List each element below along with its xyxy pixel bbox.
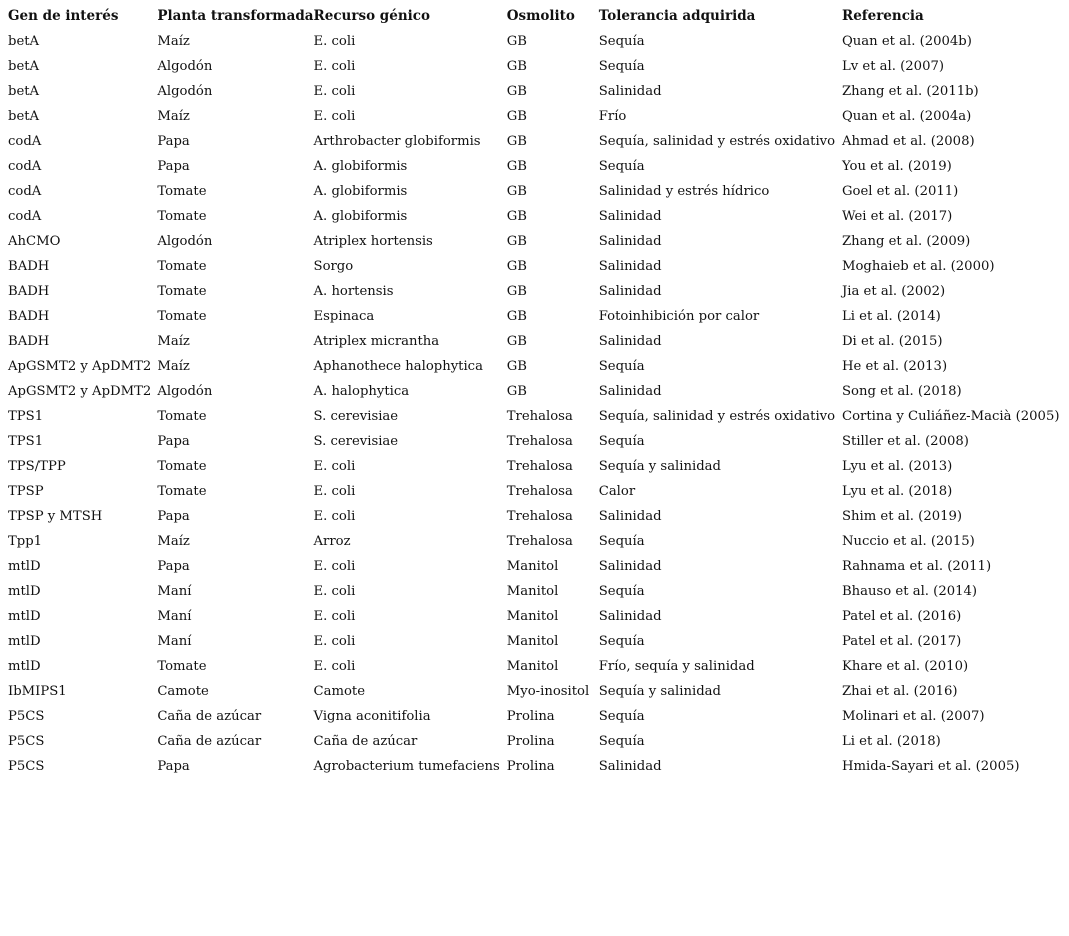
cell-gene: TPS1 bbox=[8, 409, 44, 424]
cell-reference: Lyu et al. (2018) bbox=[841, 484, 953, 499]
cell-plant: Tomate bbox=[157, 484, 207, 499]
cell-plant: Maíz bbox=[157, 359, 190, 374]
cell-osmolyte: Trehalosa bbox=[506, 534, 573, 549]
cell-osmolyte: GB bbox=[506, 309, 527, 324]
cell-osmolyte: GB bbox=[506, 209, 527, 224]
cell-tolerance: Sequía bbox=[598, 359, 645, 374]
cell-tolerance: Salinidad bbox=[598, 209, 662, 224]
cell-osmolyte: Myo-inositol bbox=[506, 684, 590, 699]
table-header bbox=[8, 4, 1069, 29]
cell-tolerance: Salinidad y estrés hídrico bbox=[598, 184, 770, 199]
cell-gene: TPSP y MTSH bbox=[8, 509, 103, 524]
cell-plant: Algodón bbox=[157, 234, 213, 249]
table-row bbox=[8, 54, 1069, 79]
cell-plant: Tomate bbox=[157, 459, 207, 474]
cell-resource: Arroz bbox=[313, 534, 351, 549]
cell-osmolyte: GB bbox=[506, 384, 527, 399]
cell-reference: Rahnama et al. (2011) bbox=[841, 559, 992, 574]
table-row bbox=[8, 154, 1069, 179]
cell-resource: E. coli bbox=[313, 559, 356, 574]
cell-resource: A. globiformis bbox=[313, 159, 408, 174]
cell-resource: A. globiformis bbox=[313, 209, 408, 224]
cell-tolerance: Sequía bbox=[598, 434, 645, 449]
cell-gene: BADH bbox=[8, 284, 50, 299]
cell-gene: P5CS bbox=[8, 709, 45, 724]
cell-resource: E. coli bbox=[313, 84, 356, 99]
cell-tolerance: Salinidad bbox=[598, 284, 662, 299]
header-gene: Gen de interés bbox=[8, 8, 119, 24]
table-row bbox=[8, 104, 1069, 129]
cell-reference: Patel et al. (2016) bbox=[841, 609, 962, 624]
cell-gene: TPS1 bbox=[8, 434, 44, 449]
cell-plant: Tomate bbox=[157, 209, 207, 224]
cell-gene: betA bbox=[8, 84, 40, 99]
cell-reference: Ahmad et al. (2008) bbox=[841, 134, 975, 149]
cell-tolerance: Sequía bbox=[598, 634, 645, 649]
cell-gene: AhCMO bbox=[8, 234, 61, 249]
cell-resource: Sorgo bbox=[313, 259, 354, 274]
cell-reference: Hmida-Sayari et al. (2005) bbox=[841, 759, 1020, 774]
cell-tolerance: Sequía bbox=[598, 159, 645, 174]
cell-reference: Lv et al. (2007) bbox=[841, 59, 944, 74]
cell-reference: Zhang et al. (2011b) bbox=[841, 84, 979, 99]
cell-plant: Maíz bbox=[157, 534, 190, 549]
table-row bbox=[8, 754, 1069, 779]
cell-reference: Li et al. (2018) bbox=[841, 734, 941, 749]
cell-osmolyte: Manitol bbox=[506, 559, 559, 574]
table-row bbox=[8, 179, 1069, 204]
table-row bbox=[8, 554, 1069, 579]
cell-plant: Camote bbox=[157, 684, 209, 699]
cell-osmolyte: Manitol bbox=[506, 659, 559, 674]
cell-resource: A. halophytica bbox=[313, 384, 410, 399]
table-row bbox=[8, 29, 1069, 54]
cell-tolerance: Salinidad bbox=[598, 259, 662, 274]
cell-resource: S. cerevisiae bbox=[313, 409, 399, 424]
cell-tolerance: Fotoinhibición por calor bbox=[598, 309, 760, 324]
cell-resource: E. coli bbox=[313, 59, 356, 74]
cell-gene: mtlD bbox=[8, 584, 41, 599]
cell-tolerance: Salinidad bbox=[598, 759, 662, 774]
table-row bbox=[8, 429, 1069, 454]
cell-osmolyte: GB bbox=[506, 334, 527, 349]
table-body bbox=[8, 29, 1069, 779]
cell-gene: mtlD bbox=[8, 559, 41, 574]
table-row bbox=[8, 229, 1069, 254]
cell-reference: Zhang et al. (2009) bbox=[841, 234, 971, 249]
cell-plant: Papa bbox=[157, 134, 190, 149]
cell-plant: Tomate bbox=[157, 259, 207, 274]
cell-resource: E. coli bbox=[313, 459, 356, 474]
header-row bbox=[8, 4, 1069, 29]
cell-gene: codA bbox=[8, 209, 42, 224]
table-row bbox=[8, 704, 1069, 729]
cell-resource: Camote bbox=[313, 684, 366, 699]
cell-reference: Wei et al. (2017) bbox=[841, 209, 953, 224]
cell-plant: Algodón bbox=[157, 384, 213, 399]
cell-plant: Caña de azúcar bbox=[157, 734, 262, 749]
cell-osmolyte: Prolina bbox=[506, 734, 555, 749]
cell-tolerance: Sequía bbox=[598, 709, 645, 724]
cell-resource: S. cerevisiae bbox=[313, 434, 399, 449]
cell-reference: He et al. (2013) bbox=[841, 359, 948, 374]
cell-gene: codA bbox=[8, 184, 42, 199]
table-row bbox=[8, 579, 1069, 604]
cell-gene: Tpp1 bbox=[8, 534, 43, 549]
cell-osmolyte: GB bbox=[506, 159, 527, 174]
table-row bbox=[8, 479, 1069, 504]
cell-reference: Cortina y Culiáñez-Macià (2005) bbox=[841, 409, 1060, 424]
cell-plant: Maní bbox=[157, 634, 192, 649]
transgenic-osmolyte-table bbox=[8, 4, 1069, 779]
cell-tolerance: Sequía bbox=[598, 534, 645, 549]
cell-reference: Goel et al. (2011) bbox=[841, 184, 959, 199]
cell-osmolyte: GB bbox=[506, 34, 527, 49]
cell-gene: BADH bbox=[8, 334, 50, 349]
cell-osmolyte: Manitol bbox=[506, 634, 559, 649]
header-osmolyte: Osmolito bbox=[506, 8, 575, 24]
cell-resource: E. coli bbox=[313, 34, 356, 49]
cell-gene: ApGSMT2 y ApDMT2 bbox=[8, 359, 152, 374]
cell-osmolyte: GB bbox=[506, 59, 527, 74]
cell-osmolyte: Prolina bbox=[506, 759, 555, 774]
cell-resource: A. hortensis bbox=[313, 284, 394, 299]
cell-gene: mtlD bbox=[8, 659, 41, 674]
cell-reference: Lyu et al. (2013) bbox=[841, 459, 953, 474]
cell-plant: Papa bbox=[157, 759, 190, 774]
cell-plant: Maíz bbox=[157, 109, 190, 124]
cell-plant: Tomate bbox=[157, 184, 207, 199]
cell-tolerance: Calor bbox=[598, 484, 636, 499]
cell-plant: Tomate bbox=[157, 284, 207, 299]
cell-plant: Maíz bbox=[157, 34, 190, 49]
cell-resource: Atriplex micrantha bbox=[313, 334, 440, 349]
cell-tolerance: Salinidad bbox=[598, 334, 662, 349]
table-row bbox=[8, 454, 1069, 479]
cell-reference: Di et al. (2015) bbox=[841, 334, 943, 349]
cell-gene: BADH bbox=[8, 309, 50, 324]
cell-resource: E. coli bbox=[313, 509, 356, 524]
cell-reference: Quan et al. (2004a) bbox=[841, 109, 972, 124]
cell-resource: E. coli bbox=[313, 659, 356, 674]
cell-resource: A. globiformis bbox=[313, 184, 408, 199]
cell-reference: Song et al. (2018) bbox=[841, 384, 962, 399]
table-row bbox=[8, 729, 1069, 754]
cell-resource: E. coli bbox=[313, 609, 356, 624]
cell-tolerance: Sequía bbox=[598, 584, 645, 599]
cell-tolerance: Sequía, salinidad y estrés oxidativo bbox=[598, 134, 836, 149]
cell-tolerance: Salinidad bbox=[598, 609, 662, 624]
cell-resource: E. coli bbox=[313, 109, 356, 124]
cell-plant: Papa bbox=[157, 509, 190, 524]
cell-gene: betA bbox=[8, 109, 40, 124]
cell-plant: Papa bbox=[157, 559, 190, 574]
cell-resource: Aphanothece halophytica bbox=[313, 359, 483, 374]
table-row bbox=[8, 204, 1069, 229]
table-row bbox=[8, 379, 1069, 404]
cell-tolerance: Sequía bbox=[598, 734, 645, 749]
table-row bbox=[8, 254, 1069, 279]
cell-osmolyte: Trehalosa bbox=[506, 459, 573, 474]
cell-resource: E. coli bbox=[313, 484, 356, 499]
cell-osmolyte: GB bbox=[506, 259, 527, 274]
cell-osmolyte: Manitol bbox=[506, 609, 559, 624]
table-row bbox=[8, 279, 1069, 304]
cell-osmolyte: GB bbox=[506, 359, 527, 374]
cell-reference: Bhauso et al. (2014) bbox=[841, 584, 978, 599]
cell-plant: Maní bbox=[157, 609, 192, 624]
cell-tolerance: Sequía bbox=[598, 59, 645, 74]
cell-gene: mtlD bbox=[8, 634, 41, 649]
cell-osmolyte: Trehalosa bbox=[506, 484, 573, 499]
cell-reference: Stiller et al. (2008) bbox=[841, 434, 969, 449]
cell-plant: Papa bbox=[157, 434, 190, 449]
table-row bbox=[8, 304, 1069, 329]
cell-osmolyte: Trehalosa bbox=[506, 509, 573, 524]
cell-resource: Vigna aconitifolia bbox=[313, 709, 431, 724]
cell-plant: Tomate bbox=[157, 659, 207, 674]
cell-gene: codA bbox=[8, 159, 42, 174]
cell-reference: Khare et al. (2010) bbox=[841, 659, 969, 674]
cell-tolerance: Salinidad bbox=[598, 509, 662, 524]
table-row bbox=[8, 529, 1069, 554]
cell-plant: Maní bbox=[157, 584, 192, 599]
cell-plant: Maíz bbox=[157, 334, 190, 349]
cell-reference: Quan et al. (2004b) bbox=[841, 34, 972, 49]
cell-reference: Zhai et al. (2016) bbox=[841, 684, 958, 699]
cell-gene: betA bbox=[8, 59, 40, 74]
cell-gene: BADH bbox=[8, 259, 50, 274]
cell-gene: codA bbox=[8, 134, 42, 149]
table-row bbox=[8, 329, 1069, 354]
cell-tolerance: Salinidad bbox=[598, 384, 662, 399]
cell-tolerance: Salinidad bbox=[598, 559, 662, 574]
cell-osmolyte: GB bbox=[506, 234, 527, 249]
cell-gene: IbMIPS1 bbox=[8, 684, 67, 699]
cell-osmolyte: GB bbox=[506, 184, 527, 199]
cell-resource: Espinaca bbox=[313, 309, 375, 324]
cell-tolerance: Sequía y salinidad bbox=[598, 459, 721, 474]
table-row bbox=[8, 504, 1069, 529]
cell-plant: Algodón bbox=[157, 59, 213, 74]
cell-osmolyte: GB bbox=[506, 84, 527, 99]
cell-tolerance: Frío, sequía y salinidad bbox=[598, 659, 755, 674]
cell-osmolyte: Trehalosa bbox=[506, 434, 573, 449]
cell-resource: Caña de azúcar bbox=[313, 734, 418, 749]
cell-gene: TPS/TPP bbox=[8, 459, 66, 474]
table-row bbox=[8, 654, 1069, 679]
cell-gene: mtlD bbox=[8, 609, 41, 624]
cell-reference: Li et al. (2014) bbox=[841, 309, 941, 324]
cell-reference: Nuccio et al. (2015) bbox=[841, 534, 975, 549]
cell-plant: Caña de azúcar bbox=[157, 709, 262, 724]
cell-osmolyte: Trehalosa bbox=[506, 409, 573, 424]
cell-reference: Shim et al. (2019) bbox=[841, 509, 963, 524]
cell-plant: Algodón bbox=[157, 84, 213, 99]
header-resource: Recurso génico bbox=[313, 8, 430, 24]
cell-tolerance: Salinidad bbox=[598, 234, 662, 249]
cell-plant: Tomate bbox=[157, 309, 207, 324]
cell-tolerance: Sequía, salinidad y estrés oxidativo bbox=[598, 409, 836, 424]
cell-reference: Jia et al. (2002) bbox=[841, 284, 946, 299]
cell-plant: Papa bbox=[157, 159, 190, 174]
cell-osmolyte: GB bbox=[506, 109, 527, 124]
table-row bbox=[8, 604, 1069, 629]
cell-osmolyte: Prolina bbox=[506, 709, 555, 724]
cell-gene: betA bbox=[8, 34, 40, 49]
cell-resource: E. coli bbox=[313, 584, 356, 599]
table-row bbox=[8, 79, 1069, 104]
cell-osmolyte: GB bbox=[506, 284, 527, 299]
cell-reference: You et al. (2019) bbox=[841, 159, 952, 174]
header-plant: Planta transformada bbox=[157, 8, 314, 24]
cell-tolerance: Sequía y salinidad bbox=[598, 684, 721, 699]
table-row bbox=[8, 679, 1069, 704]
cell-gene: ApGSMT2 y ApDMT2 bbox=[8, 384, 152, 399]
table-row bbox=[8, 404, 1069, 429]
cell-resource: Arthrobacter globiformis bbox=[313, 134, 481, 149]
cell-reference: Moghaieb et al. (2000) bbox=[841, 259, 995, 274]
cell-gene: P5CS bbox=[8, 759, 45, 774]
cell-reference: Patel et al. (2017) bbox=[841, 634, 962, 649]
cell-resource: Agrobacterium tumefaciens bbox=[313, 759, 500, 774]
cell-reference: Molinari et al. (2007) bbox=[841, 709, 985, 724]
cell-osmolyte: GB bbox=[506, 134, 527, 149]
cell-resource: Atriplex hortensis bbox=[313, 234, 433, 249]
cell-tolerance: Sequía bbox=[598, 34, 645, 49]
table-row bbox=[8, 354, 1069, 379]
header-tolerance: Tolerancia adquirida bbox=[598, 8, 756, 24]
cell-tolerance: Salinidad bbox=[598, 84, 662, 99]
cell-gene: P5CS bbox=[8, 734, 45, 749]
cell-resource: E. coli bbox=[313, 634, 356, 649]
cell-gene: TPSP bbox=[8, 484, 44, 499]
cell-plant: Tomate bbox=[157, 409, 207, 424]
table-row bbox=[8, 629, 1069, 654]
table-row bbox=[8, 129, 1069, 154]
cell-tolerance: Frío bbox=[598, 109, 627, 124]
cell-osmolyte: Manitol bbox=[506, 584, 559, 599]
header-reference: Referencia bbox=[841, 8, 924, 24]
